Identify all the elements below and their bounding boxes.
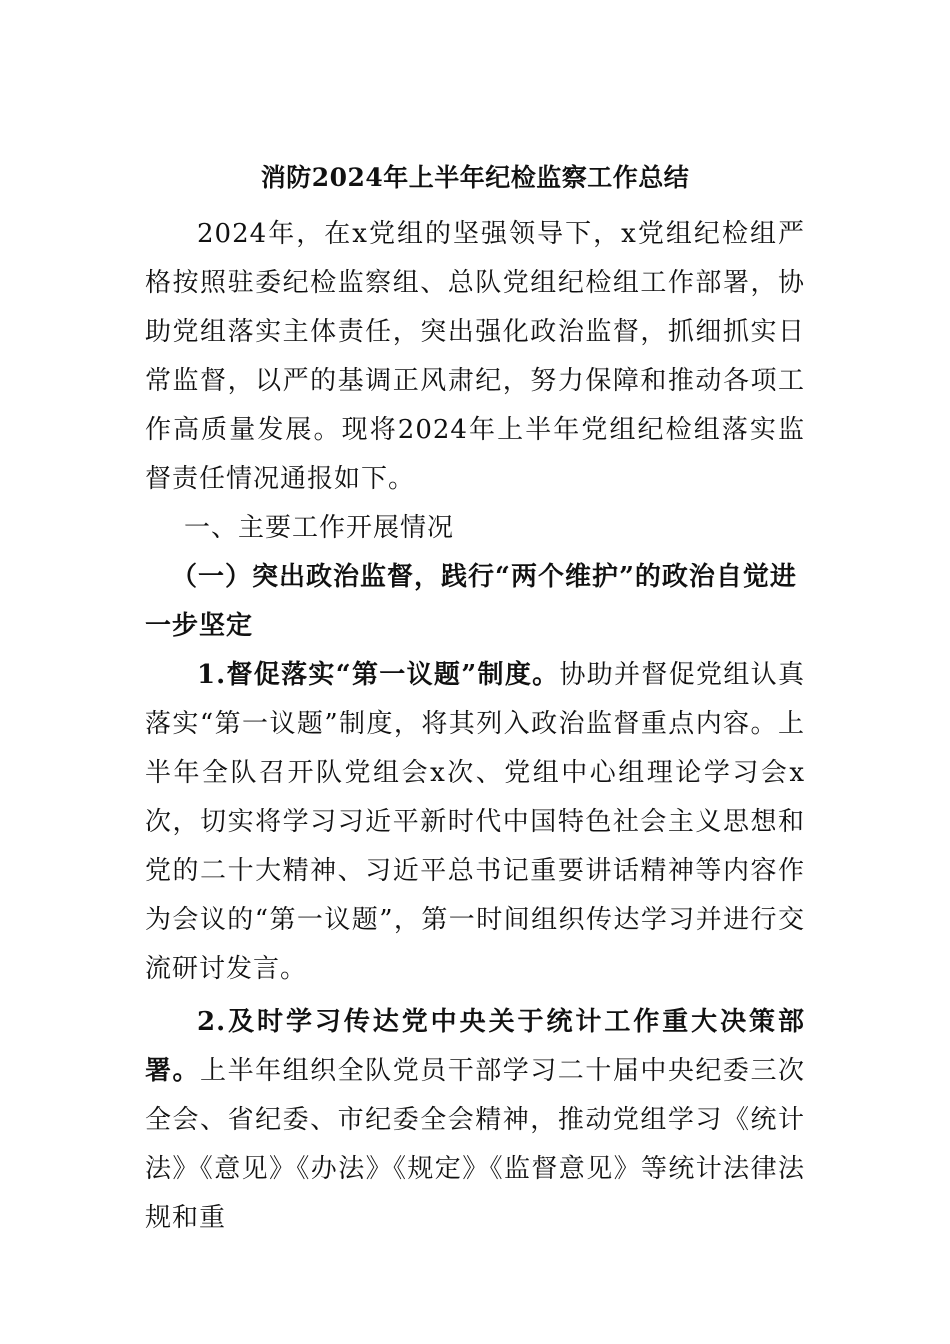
item-2-body: 上半年组织全队党员干部学习二十届中央纪委三次全会、省纪委、市纪委全会精神，推动党组学习《统计法》《意见》《办法》《规定》《监督意见》等统计法律法规和重: [145, 1056, 805, 1233]
document-title: 消防2024年上半年纪检监察工作总结: [260, 163, 690, 192]
subsection-heading-1: （一）突出政治监督，践行“两个维护”的政治自觉进一步坚定: [145, 562, 797, 641]
item-1-paragraph: [145, 651, 805, 994]
section-heading-1: 一、主要工作开展情况: [184, 513, 455, 543]
document-page: [145, 158, 805, 1243]
item-1-lead: 1.督促落实“第一议题”制度。: [197, 660, 560, 690]
item-2-paragraph: [145, 998, 805, 1243]
item-1-body: 协助并督促党组认真落实“第一议题”制度，将其列入政治监督重点内容。上半年全队召开队党组会x次、党组中心组理论学习会x次，切实将学习习近平新时代中国特色社会主义思想和党的二十大精神、习近平总书记重要讲话精神等内容作为会议的“第一议题”，第一时间组织传达学习并进行交流研讨发言。: [145, 660, 805, 984]
intro-paragraph: 2024年，在x党组的坚强领导下，x党组纪检组严格按照驻委纪检监察组、总队党组纪检组工作部署，协助党组落实主体责任，突出强化政治监督，抓细抓实日常监督，以严的基调正风肃纪，努力保障和推动各项工作高质量发展。现将2024年上半年党组纪检组落实监督责任情况通报如下。: [145, 219, 805, 494]
item-2-lead: 2.及时学习传达党中央关于统计工作重大决策部署。: [145, 1007, 805, 1086]
